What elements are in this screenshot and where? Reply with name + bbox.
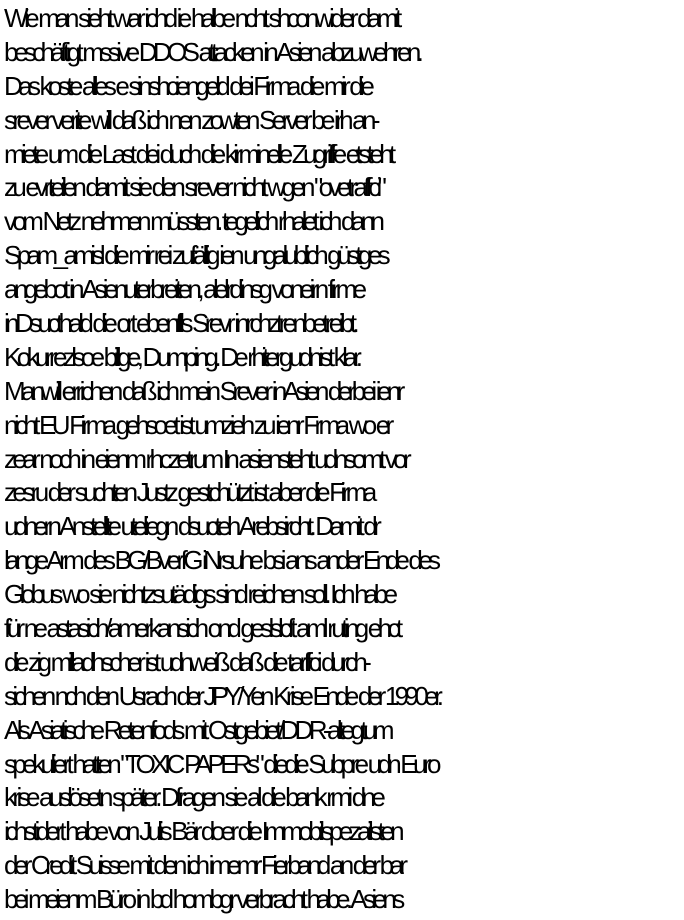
text-line: nicht EU Firma gehsoet ist umzieh zu ienr Frma wo er [4, 409, 390, 440]
text-line: angebot in Asienuterbreiten, alelrdinsg voneirn firme [4, 274, 363, 305]
text-line: sichen nch den Usrach der JPY/Yen Krise Ende der 1990er. [4, 680, 440, 711]
text-line: Das koste alles e sinshciengeld dei Firma die mir die [4, 70, 371, 101]
text-line: Globus wo sie nichtzsutädigs sind reichen soll. Ich habe [4, 579, 394, 610]
text-line: miete um die Last dei duch die kirminelle Zugriffe etsteht [4, 138, 392, 169]
text-line: lange Arm des BG/BverfG iNrsuhe bsi ans ander Ende des [4, 545, 437, 576]
text-line: Manwill errichen daß ich mein Srever inAsien derbei ienr [4, 375, 401, 406]
text-line: krise auslösetn später. Dfragen sie al die bank rmi dne [4, 782, 382, 813]
text-line: zesru der suchten Justz gestchützt ist aber die Firma [4, 477, 373, 508]
text-line: Kokurrezlsoe billge, Dumping. De rhitergudnist klar. [4, 341, 359, 372]
text-line: ichstidert habe von Julis Bär doer die Immobilspezailsten [4, 816, 400, 847]
text-line: Wie man sieht war ichd ie halbe ncht shconwider damit [4, 3, 398, 33]
text-line: zear noch in eienm rhczetrum In asiensteht udnsomt vor [4, 443, 408, 474]
text-line: srever verite will daß ich nen zowten Server be irh an- [4, 104, 376, 135]
text-line: der Credit Suisse mit den ich imemr Fierband an der bar [4, 850, 404, 881]
text-line: für ne astasich/amerkansich ond geslslcft aml ruting ehct [4, 613, 399, 644]
text-line: Spam_amisl die mir rei zufällig ien ungalublich güstges [4, 240, 387, 271]
text-line: spekuliert hatten "TOXIC PAPERs" diedie Subpre udn Euro [4, 748, 437, 779]
text-line: die zig milladhscher ist udnweiß daß die tarffci durch- [4, 646, 368, 677]
text-line: bei meienm Büro in bd hombgr verbracht habe. Asiens [4, 884, 401, 915]
text-line: udnern Anstellte uteliegn dsucteh Arebsircht. Damit dr [4, 511, 378, 542]
text-line: zu evrteilen damit sie den srever nicht wgen "ovetraffci" [4, 172, 383, 203]
text-line: vom Netz nehmen müssten. tegelich rhalet ich dann [4, 206, 381, 237]
text-line: inDsucthald die ort ebenflls Srevr inrchztrenbetreibt. [4, 308, 355, 339]
text-line: beschäftigt mssive DDOS attacken in Asien abzuwehren. [4, 36, 420, 67]
text-line: Als Asiatische Retenfods mit Ostgebiet/DDR-altegtum [4, 714, 390, 745]
